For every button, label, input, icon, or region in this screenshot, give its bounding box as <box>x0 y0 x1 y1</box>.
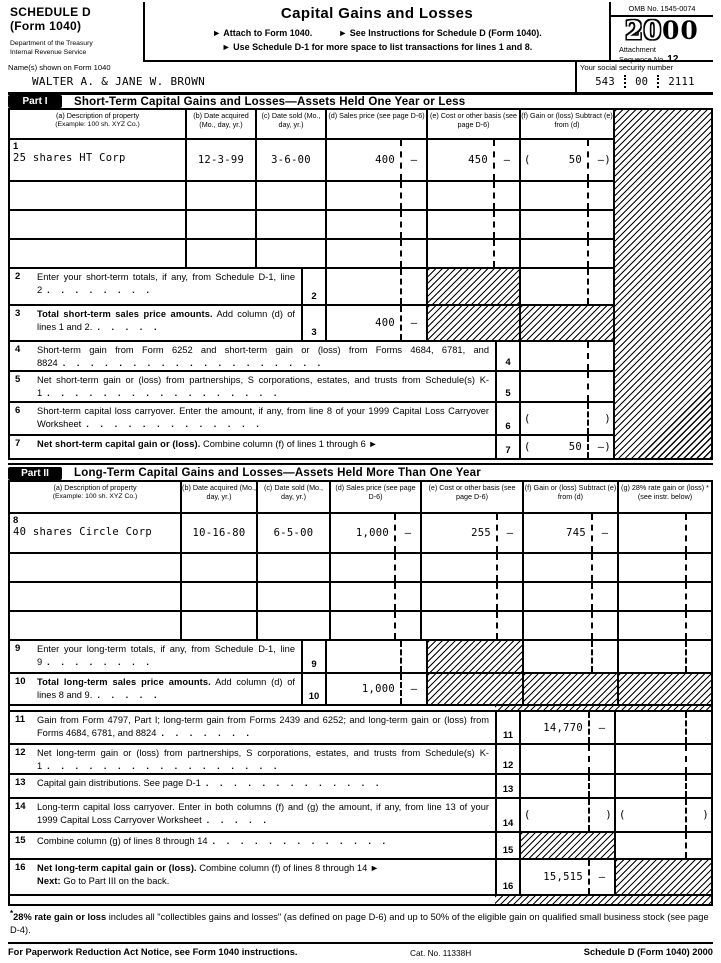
footnote-28pct: *28% rate gain or loss includes all "collectibles gains and losses" (as defined on page D-6) and up to 50% of the eligible gain on qualified small business stock (see page D-4). <box>10 909 709 935</box>
line-14-text: 14 Long-term capital loss carryover. Enter in both columns (f) and (g) the amount, if any, from line 13 of your 1999 Capital Loss Carryover Worksheet . . . . . <box>15 801 489 825</box>
row1-sales-price[interactable]: 400 – <box>327 140 428 180</box>
empty-amount-cell[interactable] <box>428 182 521 209</box>
col-f-header: (f) Gain or (loss) Subtract (e) from (d) <box>524 482 619 512</box>
line-10-amount-d[interactable]: 1,000 – <box>327 674 428 704</box>
transaction-row-1 <box>10 140 613 182</box>
line-12-amount-g[interactable] <box>616 745 711 773</box>
line-16-text: 16 Net long-term capital gain or (loss). Combine column (f) of lines 8 through 14 ► Next: Go to Part III on the back. <box>15 862 380 886</box>
empty-date-cell[interactable] <box>257 182 327 209</box>
line-11-row <box>10 712 711 745</box>
shaded-area <box>428 306 521 340</box>
form-id-block <box>8 2 145 62</box>
empty-amount-cell[interactable] <box>619 612 711 639</box>
row1-gain-loss[interactable]: ( 50 – ) <box>521 140 613 180</box>
line-3-box: 3 <box>301 306 327 340</box>
empty-amount-cell[interactable] <box>428 211 521 238</box>
form-title-block <box>145 2 609 62</box>
schedule-footer-label: Schedule D (Form 1040) 2000 <box>583 947 713 958</box>
row8-cost-basis[interactable]: 255 – <box>422 514 524 552</box>
empty-amount-cell[interactable] <box>521 240 613 267</box>
line-12-box: 12 <box>495 745 521 773</box>
form-number: (Form 1040) <box>10 19 82 34</box>
empty-amount-cell[interactable] <box>331 554 422 581</box>
empty-amount-cell[interactable] <box>521 211 613 238</box>
shaded-area <box>521 306 613 340</box>
empty-date-cell[interactable] <box>182 583 258 610</box>
line-11-text: 11 Gain from Form 4797, Part I; long-term gain from Forms 2439 and 6252; and long-term gain or (loss) from Forms 4684, 6781, and 8824 . . . . . . . <box>15 714 489 738</box>
catalog-number: Cat. No. 11338H <box>410 948 472 959</box>
line-10-box: 10 <box>301 674 327 704</box>
transaction-row-empty <box>10 240 613 269</box>
row8-gain-loss[interactable]: 745 – <box>524 514 619 552</box>
line-14-amount-f[interactable]: ( ) <box>521 799 616 831</box>
empty-date-cell[interactable] <box>187 240 257 267</box>
empty-amount-cell[interactable] <box>331 583 422 610</box>
row1-description[interactable]: 1 25 shares HT Corp <box>10 140 187 180</box>
shaded-area <box>619 674 711 704</box>
line-5-text: 5 Net short-term gain or (loss) from partnerships, S corporations, estates, and trusts from Schedule(s) K-1 . . . . . . . . . . . . . . . . . <box>15 374 489 398</box>
line-11-box: 11 <box>495 712 521 743</box>
line-13-row <box>10 775 711 799</box>
ssn-field[interactable]: 543 00 2111 <box>595 75 695 88</box>
name-block <box>8 62 575 92</box>
shaded-area <box>616 860 711 894</box>
empty-amount-cell[interactable] <box>327 211 428 238</box>
line-13-box: 13 <box>495 775 521 797</box>
empty-description-cell[interactable] <box>10 211 187 238</box>
shaded-area <box>521 833 616 858</box>
row8-description[interactable]: 8 40 shares Circle Corp <box>10 514 182 552</box>
part2-badge: Part II <box>8 467 62 480</box>
line-5-box: 5 <box>495 372 521 401</box>
sequence-number: 12 <box>667 54 679 66</box>
attach-instruction: ► Attach to Form 1040. <box>212 28 313 38</box>
part2-title: Long-Term Capital Gains and Losses—Assets Held More Than One Year <box>74 467 481 479</box>
part2-column-headers <box>10 482 711 514</box>
line-11-amount-f[interactable]: 14,770 – <box>521 712 616 743</box>
col-d-header: (d) Sales price (see page D-6) <box>331 482 422 512</box>
part1-title: Short-Term Capital Gains and Losses—Assets Held One Year or Less <box>74 95 466 108</box>
row8-date-sold[interactable]: 6-5-00 <box>258 514 331 552</box>
line-4-amount-f[interactable] <box>521 342 613 370</box>
part2-table <box>8 480 713 906</box>
col-f-header: (f) Gain or (loss) Subtract (e) from (d) <box>521 111 613 129</box>
col-c-header: (c) Date sold (Mo., day, yr.) <box>257 110 327 138</box>
empty-description-cell[interactable] <box>10 182 187 209</box>
shaded-area <box>428 641 524 672</box>
col-g-header: (g) 28% rate gain or (loss) * (see instr. below) <box>621 483 709 501</box>
line-14-amount-g[interactable]: ( ) <box>616 799 711 831</box>
col-e-header: (e) Cost or other basis (see page D-6) <box>422 482 524 512</box>
col-b-header: (b) Date acquired (Mo., day, yr.) <box>182 482 258 512</box>
shaded-area <box>524 674 619 704</box>
ssn-separator <box>657 75 659 88</box>
line-14-row <box>10 799 711 833</box>
page-title: Capital Gains and Losses <box>280 5 474 22</box>
empty-date-cell[interactable] <box>258 583 331 610</box>
line-3-amount-d[interactable]: 400 – <box>327 306 428 340</box>
part1-column-headers <box>10 110 613 140</box>
form-header <box>8 2 713 66</box>
empty-amount-cell[interactable] <box>331 612 422 639</box>
empty-date-cell[interactable] <box>258 554 331 581</box>
line-6-box: 6 <box>495 403 521 434</box>
line-15-row <box>10 833 711 860</box>
name-field[interactable]: WALTER A. & JANE W. BROWN <box>32 75 206 88</box>
line-9-box: 9 <box>301 641 327 672</box>
transaction-row-empty <box>10 554 711 583</box>
see-instructions: ► See Instructions for Schedule D (Form 1040). <box>338 28 542 38</box>
part1-header <box>8 95 713 108</box>
line-16-amount-f[interactable]: 15,515 – <box>521 860 616 894</box>
row8-date-acquired[interactable]: 10-16-80 <box>182 514 258 552</box>
row1-date-sold[interactable]: 3-6-00 <box>257 140 327 180</box>
transaction-row-empty <box>10 211 613 240</box>
line-11-amount-g[interactable] <box>616 712 711 743</box>
line-9-amount-g[interactable] <box>619 641 711 672</box>
line-15-box: 15 <box>495 833 521 858</box>
line-13-amount-f[interactable] <box>521 775 616 797</box>
empty-date-cell[interactable] <box>257 211 327 238</box>
row8-28pct-gain[interactable] <box>619 514 711 552</box>
empty-amount-cell[interactable] <box>428 240 521 267</box>
line-13-amount-g[interactable] <box>616 775 711 797</box>
empty-date-cell[interactable] <box>187 211 257 238</box>
empty-amount-cell[interactable] <box>619 583 711 610</box>
line-10-text: 10 Total long-term sales price amounts. Add column (d) of lines 8 and 9. . . . . . <box>15 676 295 700</box>
empty-amount-cell[interactable] <box>422 583 524 610</box>
line-4-text: 4 Short-term gain from Form 6252 and short-term gain or (loss) from Forms 4684, 6781, and 8824 . . . . . . . . . . . . . . . . . . . <box>15 344 489 368</box>
col-a-header: (a) Description of property (Example: 100 sh. XYZ Co.) <box>10 482 182 512</box>
line-2-amount-f[interactable] <box>521 269 613 304</box>
empty-date-cell[interactable] <box>258 612 331 639</box>
shaded-area <box>428 269 521 304</box>
row8-sales-price[interactable]: 1,000 – <box>331 514 422 552</box>
shaded-strip <box>10 896 711 904</box>
line-12-row <box>10 745 711 775</box>
ssn-block <box>575 62 713 92</box>
line-9-amount-d[interactable] <box>327 641 428 672</box>
line-5-row <box>10 372 613 403</box>
col-d-header: (d) Sales price (see page D-6) <box>327 110 428 138</box>
line-14-box: 14 <box>495 799 521 831</box>
part1-badge: Part I <box>8 95 62 108</box>
line-5-amount-f[interactable] <box>521 372 613 401</box>
empty-description-cell[interactable] <box>10 583 182 610</box>
empty-amount-cell[interactable] <box>524 583 619 610</box>
row1-date-acquired[interactable]: 12-3-99 <box>187 140 257 180</box>
empty-date-cell[interactable] <box>182 612 258 639</box>
col-a-header: (a) Description of property (Example: 100 sh. XYZ Co.) <box>10 110 187 138</box>
empty-amount-cell[interactable] <box>327 182 428 209</box>
empty-amount-cell[interactable] <box>619 554 711 581</box>
col-e-header: (e) Cost or other basis (see page D-6) <box>428 110 521 138</box>
line-7-box: 7 <box>495 436 521 458</box>
page-footer <box>8 942 713 958</box>
line-7-amount-f[interactable]: ( 50 – ) <box>521 436 613 458</box>
shaded-area <box>428 674 524 704</box>
empty-amount-cell[interactable] <box>524 612 619 639</box>
ssn-separator <box>624 75 626 88</box>
line-16-box: 16 <box>495 860 521 894</box>
empty-amount-cell[interactable] <box>422 554 524 581</box>
transaction-row-empty <box>10 612 711 641</box>
empty-date-cell[interactable] <box>187 182 257 209</box>
line-2-box: 2 <box>301 269 327 304</box>
line-4-row <box>10 342 613 372</box>
attachment-sequence: Attachment Sequence No. 12 <box>619 45 679 66</box>
shaded-area <box>613 110 711 458</box>
line-15-text: 15 Combine column (g) of lines 8 through 14 . . . . . . . . . . . . . <box>15 835 390 846</box>
transaction-row-empty <box>10 182 613 211</box>
line-12-text: 12 Net long-term gain or (loss) from partnerships, S corporations, estates, and trusts from Schedule(s) K-1 . . . . . . . . . . . . . . . . . <box>15 747 489 771</box>
line-10-row <box>10 674 711 706</box>
empty-amount-cell[interactable] <box>422 612 524 639</box>
col-b-header: (b) Date acquired (Mo., day, yr.) <box>187 110 257 138</box>
line-2-row <box>10 269 613 306</box>
tax-year: 2000 <box>625 16 699 45</box>
line-3-row <box>10 306 613 342</box>
line-4-box: 4 <box>495 342 521 370</box>
line-9-text: 9 Enter your long-term totals, if any, from Schedule D-1, line 9 . . . . . . . . <box>15 643 295 667</box>
use-schedule-d1-instruction: ► Use Schedule D-1 for more space to list transactions for lines 1 and 8. <box>221 42 533 52</box>
empty-amount-cell[interactable] <box>327 240 428 267</box>
line-6-text: 6 Short-term capital loss carryover. Enter the amount, if any, from line 8 of your 1999 Capital Loss Carryover Worksheet . . . . . . . . . . . . . <box>15 405 489 429</box>
row1-cost-basis[interactable]: 450 – <box>428 140 521 180</box>
line-7-text: 7 Net short-term capital gain or (loss). Combine column (f) of lines 1 through 6 ► <box>15 438 378 449</box>
line-12-amount-f[interactable] <box>521 745 616 773</box>
line-9-amount-f[interactable] <box>524 641 619 672</box>
empty-amount-cell[interactable] <box>524 554 619 581</box>
paperwork-notice: For Paperwork Reduction Act Notice, see Form 1040 instructions. <box>8 947 298 958</box>
schedule-label: SCHEDULE D <box>10 5 92 19</box>
omb-year-block <box>609 2 713 66</box>
taxpayer-row <box>8 62 713 95</box>
empty-description-cell[interactable] <box>10 240 187 267</box>
part2-header <box>8 463 713 480</box>
col-c-header: (c) Date sold (Mo., day, yr.) <box>258 482 331 512</box>
ssn-label: Your social security number <box>580 63 673 72</box>
empty-description-cell[interactable] <box>10 612 182 639</box>
transaction-row-empty <box>10 583 711 612</box>
empty-description-cell[interactable] <box>10 554 182 581</box>
name-label: Name(s) shown on Form 1040 <box>8 63 111 72</box>
transaction-row-8 <box>10 514 711 554</box>
omb-number: OMB No. 1545-0074 <box>611 2 713 17</box>
line-9-row <box>10 641 711 674</box>
asterisk: * <box>10 909 14 918</box>
empty-date-cell[interactable] <box>257 240 327 267</box>
line-2-amount-d[interactable] <box>327 269 428 304</box>
line-7-row <box>10 436 613 458</box>
line-2-text: 2 Enter your short-term totals, if any, from Schedule D-1, line 2 . . . . . . . . <box>15 271 295 295</box>
empty-amount-cell[interactable] <box>521 182 613 209</box>
line-3-text: 3 Total short-term sales price amounts. Add column (d) of lines 1 and 2. . . . . . <box>15 308 295 332</box>
instruction-bullets <box>145 28 609 38</box>
line-15-amount-g[interactable] <box>616 833 711 858</box>
empty-date-cell[interactable] <box>182 554 258 581</box>
department-label: Department of the Treasury Internal Revenue Service <box>10 39 93 56</box>
line-6-amount-f[interactable]: ( ) <box>521 403 613 434</box>
line-13-text: 13 Capital gain distributions. See page D-1 . . . . . . . . . . . . . <box>15 777 383 788</box>
part1-table <box>8 108 713 460</box>
line-16-row <box>10 860 711 896</box>
line-6-row <box>10 403 613 436</box>
